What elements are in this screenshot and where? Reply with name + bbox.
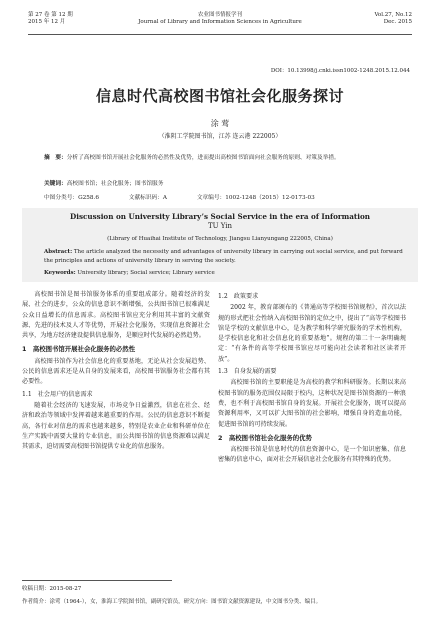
english-abstract-text: The article analyzed the necessity and advantages of university library in carrying out social service, and put forward the principles and actions of university library in serving the society. bbox=[44, 249, 403, 264]
doi[interactable]: DOI：10.13998/j.cnki.issn1002-1248.2015.12.044 bbox=[270, 68, 410, 74]
section-1-heading: 1 高校图书馆开展社会化服务的必然性 bbox=[22, 345, 136, 354]
section-2-paragraph: 高校图书馆是信息时代的信息资源中心，是一个知识密集、信息密集的信息中心，面对社会开展信息社会化服务有其特殊的优势。 bbox=[218, 446, 406, 464]
article-title: 信息时代高校图书馆社会化服务探讨 bbox=[95, 87, 344, 105]
english-abstract bbox=[44, 248, 410, 265]
english-keywords-text: University library; Social service; Library service bbox=[77, 270, 215, 276]
section-2-heading: 2 高校图书馆社会化服务的优势 bbox=[218, 433, 312, 442]
section-1-1-heading: 1.1 社会用户的信息需求 bbox=[22, 390, 93, 398]
english-abstract-label: Abstract: bbox=[44, 249, 73, 255]
footnote-divider bbox=[22, 580, 172, 581]
clc-number: 中图分类号：G258.6 bbox=[44, 195, 99, 201]
section-1-2-paragraph: 2002 年，教育部颁布的《普通高等学校图书馆规程》，首次以法规的形式把社会性纳入高校图书馆的定位之中，提出了“高等学校图书馆是学校的文献信息中心，是为教学和科学研究服务的学术性机构，是学校信息化和社会信息化的重要基地”。规程的第二十一条明确规定：“有条件的高等学校图书馆应尽可能向社会读者和社区读者开放”。 bbox=[218, 304, 406, 363]
section-1-3-heading: 1.3 自身发展的需要 bbox=[218, 368, 277, 376]
article-number: 文章编号：1002-1248（2015）12-0173-03 bbox=[196, 195, 315, 201]
body-right-column bbox=[218, 290, 406, 466]
keywords-cn bbox=[44, 178, 410, 187]
received-date: 收稿日期：2015-08-27 bbox=[22, 586, 82, 592]
author-affiliation: （淮阴工学院图书馆，江苏 连云港 222005） bbox=[158, 133, 282, 140]
header-volume-info: Vol.27, No.12 Dec. 2015 bbox=[374, 12, 412, 25]
author-name: 涂 莺 bbox=[210, 119, 230, 128]
abstract-cn-label: 摘 要： bbox=[44, 155, 67, 161]
body-left-column bbox=[22, 290, 210, 452]
section-1-paragraph: 高校图书馆作为社会信息化的重要基地，无论从社会发展趋势、公民的信息需求还是从自身的发展来看，高校图书馆服务社会都有其必要性。 bbox=[22, 357, 210, 386]
section-1-3-paragraph: 高校图书馆的主要职能是为高校的教学和科研服务。长期以来高校图书馆的服务范围仅局限于校内，这种状况是图书馆资源的一种浪费，也不利于高校图书馆自身的发展。开展社会化服务，既可以提高资源利用率，又可以扩大图书馆的社会影响，增强自身的造血功能，促进图书馆的可持续发展。 bbox=[218, 379, 406, 428]
header-journal-name: 农业图书情报学刊 Journal of Library and Information Sciences in Agriculture bbox=[138, 12, 302, 25]
section-1-2-heading: 1.2 政策要求 bbox=[218, 293, 259, 300]
running-header bbox=[28, 10, 412, 35]
english-author: TU Yin bbox=[207, 222, 233, 230]
english-keywords-label: Keywords: bbox=[44, 270, 76, 276]
header-issue-info: 第 27 卷 第 12 期 2015 年 12 月 bbox=[28, 12, 73, 25]
classification-line bbox=[44, 192, 410, 201]
document-code: 文献标识码：A bbox=[128, 195, 167, 201]
author-bio: 作者简介：涂莺（1964-），女，淮海工学院图书馆，副研究馆员，研究方向：图书馆文献资源建设，中文图书分类、编目。 bbox=[22, 599, 322, 605]
english-title: Discussion on University Library’s Social Service in the era of Information bbox=[69, 212, 370, 221]
abstract-cn-text: 分析了高校图书馆开展社会化服务的必然性及优势，进而提出高校图书馆面向社会服务的原则、对策及举措。 bbox=[66, 155, 340, 161]
keywords-cn-label: 关键词： bbox=[44, 181, 67, 187]
intro-paragraph: 高校图书馆是图书馆服务体系的重要组成部分。随着经济的发展、社会的进步，公众的信息意识不断增强，公共图书馆已很难满足公众日益增长的信息需求。高校图书馆应充分利用其丰富的文献资源、先进的技术及人才等优势，开展社会化服务，实现信息资源社会共享，为地方经济建设提供信息服务，是顺应时代发展的必然趋势。 bbox=[22, 291, 210, 340]
english-affiliation: (Library of Huaihai Institute of Technology, Jiangsu Lianyungang 222005, China) bbox=[107, 236, 333, 242]
keywords-cn-text: 高校图书馆；社会化服务；图书馆服务 bbox=[66, 181, 164, 187]
abstract-cn bbox=[44, 153, 410, 163]
english-keywords bbox=[44, 270, 410, 276]
section-1-1-paragraph: 随着社会经济的飞速发展，市场竞争日益激烈，信息在社会、经济和政治等领域中发挥着越来越重要的作用。公民的信息意识不断提高，各行业对信息的需求也越来越多，特别是农业企业和科研单位在生产实践中需要大量的专业信息，而公共图书馆的信息资源难以满足其需求，迫切需要高校图书馆提供专业化的信息服务。 bbox=[22, 401, 210, 451]
